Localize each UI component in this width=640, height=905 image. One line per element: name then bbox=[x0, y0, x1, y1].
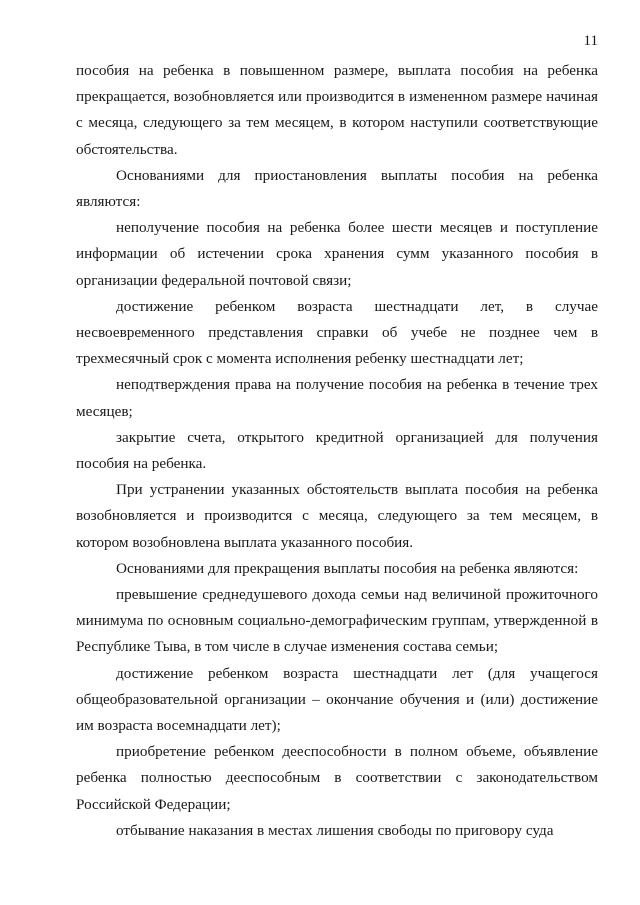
paragraph-termination-item-4: отбывание наказания в местах лишения свободы по приговору суда bbox=[116, 821, 554, 839]
document-body bbox=[76, 58, 598, 844]
paragraph-resumption: При устранении указанных обстоятельств выплата пособия на ребенка возобновляется и производится с месяца, следующего за тем месяцем, в котором возобновлена выплата указанного пособия. bbox=[76, 481, 598, 551]
paragraph-suspension-item-1: неполучение пособия на ребенка более шести месяцев и поступление информации об истечении срока хранения сумм указанного пособия в организации федеральной почтовой связи; bbox=[76, 219, 598, 289]
paragraph-suspension-item-4: закрытие счета, открытого кредитной организацией для получения пособия на ребенка. bbox=[76, 428, 598, 473]
page-number: 11 bbox=[583, 33, 598, 49]
paragraph-termination-item-2: достижение ребенком возраста шестнадцати лет (для учащегося общеобразовательной организации – окончание обучения и (или) достижение им возраста восемнадцати лет); bbox=[76, 664, 598, 735]
paragraph-termination-item-3: приобретение ребенком дееспособности в полном объеме, объявление ребенка полностью дееспособным в соответствии с законодательством Российской Федерации; bbox=[76, 743, 598, 813]
paragraph-suspension-item-2: достижение ребенком возраста шестнадцати лет, в случае несвоевременного представления справки об учебе не позднее чем в трехмесячный срок с момента исполнения ребенку шестнадцати лет; bbox=[76, 297, 598, 368]
paragraph-suspension-grounds-heading: Основаниями для приостановления выплаты пособия на ребенка являются: bbox=[76, 166, 598, 211]
paragraph-continuation: пособия на ребенка в повышенном размере, выплата пособия на ребенка прекращается, возобновляется или производится в измененном размере начиная с месяца, следующего за тем месяцем, в котором наступили соответствующие обстоятельства. bbox=[76, 62, 598, 158]
paragraph-termination-grounds-heading: Основаниями для прекращения выплаты пособия на ребенка являются: bbox=[116, 559, 579, 577]
paragraph-suspension-item-3: неподтверждения права на получение пособия на ребенка в течение трех месяцев; bbox=[76, 376, 598, 420]
paragraph-termination-item-1: превышение среднедушевого дохода семьи над величиной прожиточного минимума по основным социально-демографическим группам, утвержденной в Республике Тыва, в том числе в случае изменения состава семьи; bbox=[76, 586, 598, 656]
